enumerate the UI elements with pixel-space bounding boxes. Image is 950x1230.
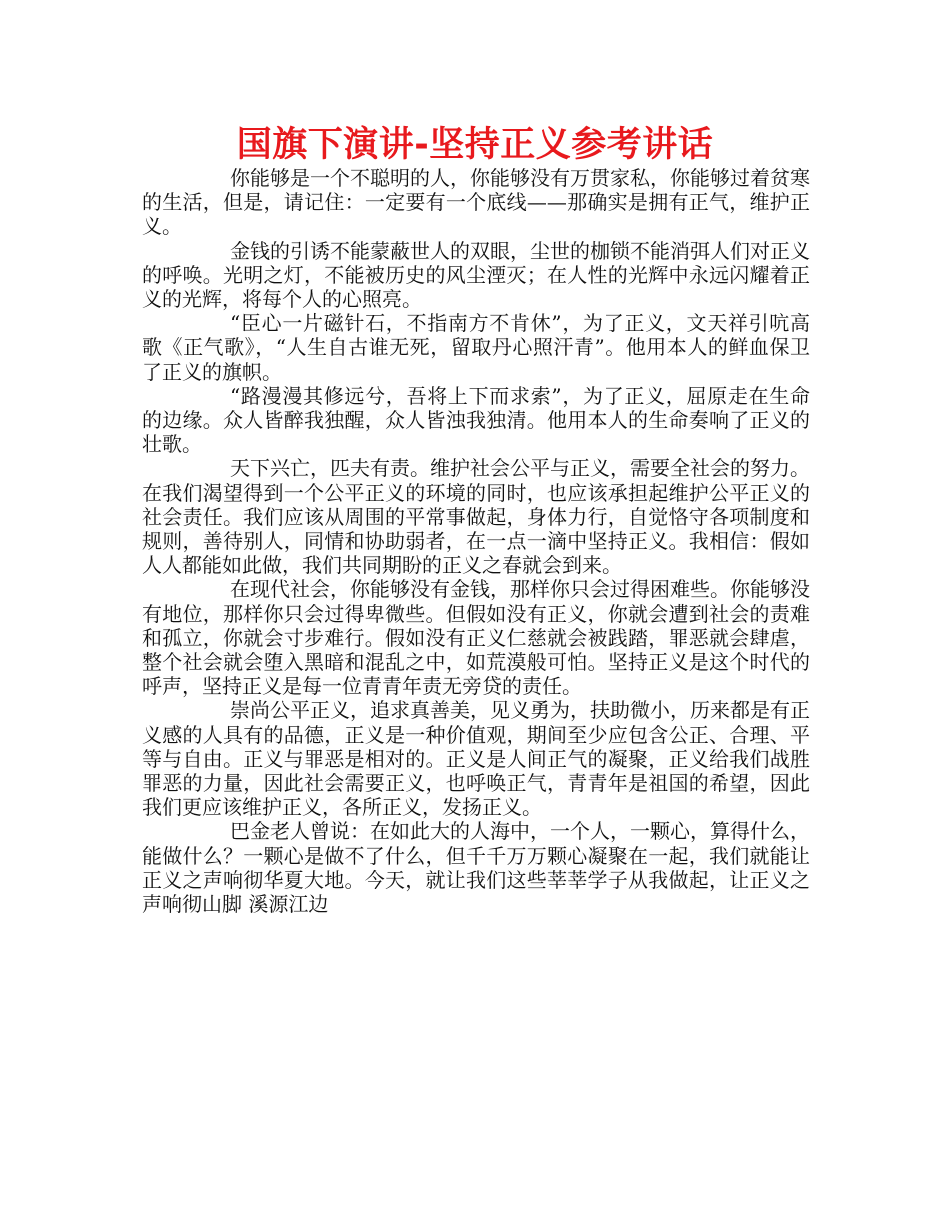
paragraph-7: 崇尚公平正义，追求真善美，见义勇为，扶助微小，历来都是有正义感的人具有的品德，正义是一种价值观，期间至少应包含公正、合理、平等与自由。正义与罪恶是相对的。正义是人间正气的凝聚，正义给我们战胜罪恶的力量，因此社会需要正义，也呼唤正气，青青年是祖国的希望，因此我们更应该维护正义，各所正义，发扬正义。	[142, 698, 810, 820]
paragraph-3: “臣心一片磁针石，不指南方不肯休”，为了正义，文天祥引吭高歌《正气歌》，“人生自古谁无死，留取丹心照汗青”。他用本人的鲜血保卫了正义的旗帜。	[142, 311, 810, 384]
document-body	[142, 166, 810, 916]
paragraph-6: 在现代社会，你能够没有金钱，那样你只会过得困难些。你能够没有地位，那样你只会过得卑微些。但假如没有正义，你就会遭到社会的责难和孤立，你就会寸步难行。假如没有正义仁慈就会被践踏，罪恶就会肆虐，整个社会就会堕入黑暗和混乱之中，如荒漠般可怕。坚持正义是这个时代的呼声，坚持正义是每一位青青年责无旁贷的责任。	[142, 577, 810, 699]
paragraph-2: 金钱的引诱不能蒙蔽世人的双眼，尘世的枷锁不能消弭人们对正义的呼唤。光明之灯，不能被历史的风尘湮灭；在人性的光辉中永远闪耀着正义的光辉，将每个人的心照亮。	[142, 238, 810, 312]
document-title: 国旗下演讲-坚持正义参考讲话	[236, 125, 714, 165]
paragraph-1: 你能够是一个不聪明的人，你能够没有万贯家私，你能够过着贫寒的生活，但是，请记住：一定要有一个底线——那确实是拥有正气，维护正义。	[142, 166, 810, 239]
paragraph-4: “路漫漫其修远兮，吾将上下而求索”，为了正义，屈原走在生命的边缘。众人皆醉我独醒，众人皆浊我独清。他用本人的生命奏响了正义的壮歌。	[142, 383, 810, 457]
paragraph-8: 巴金老人曾说：在如此大的人海中，一个人，一颗心，算得什么，能做什么？一颗心是做不了什么，但千千万万颗心凝聚在一起，我们就能让正义之声响彻华夏大地。今天，就让我们这些莘莘学子从我做起，让正义之声响彻山脚 溪源江边	[142, 819, 810, 917]
paragraph-5: 天下兴亡，匹夫有责。维护社会公平与正义，需要全社会的努力。在我们渴望得到一个公平正义的环境的同时，也应该承担起维护公平正义的社会责任。我们应该从周围的平常事做起，身体力行，自觉恪守各项制度和规则，善待别人，同情和协助弱者，在一点一滴中坚持正义。我相信：假如人人都能如此做，我们共同期盼的正义之春就会到来。	[142, 456, 810, 578]
